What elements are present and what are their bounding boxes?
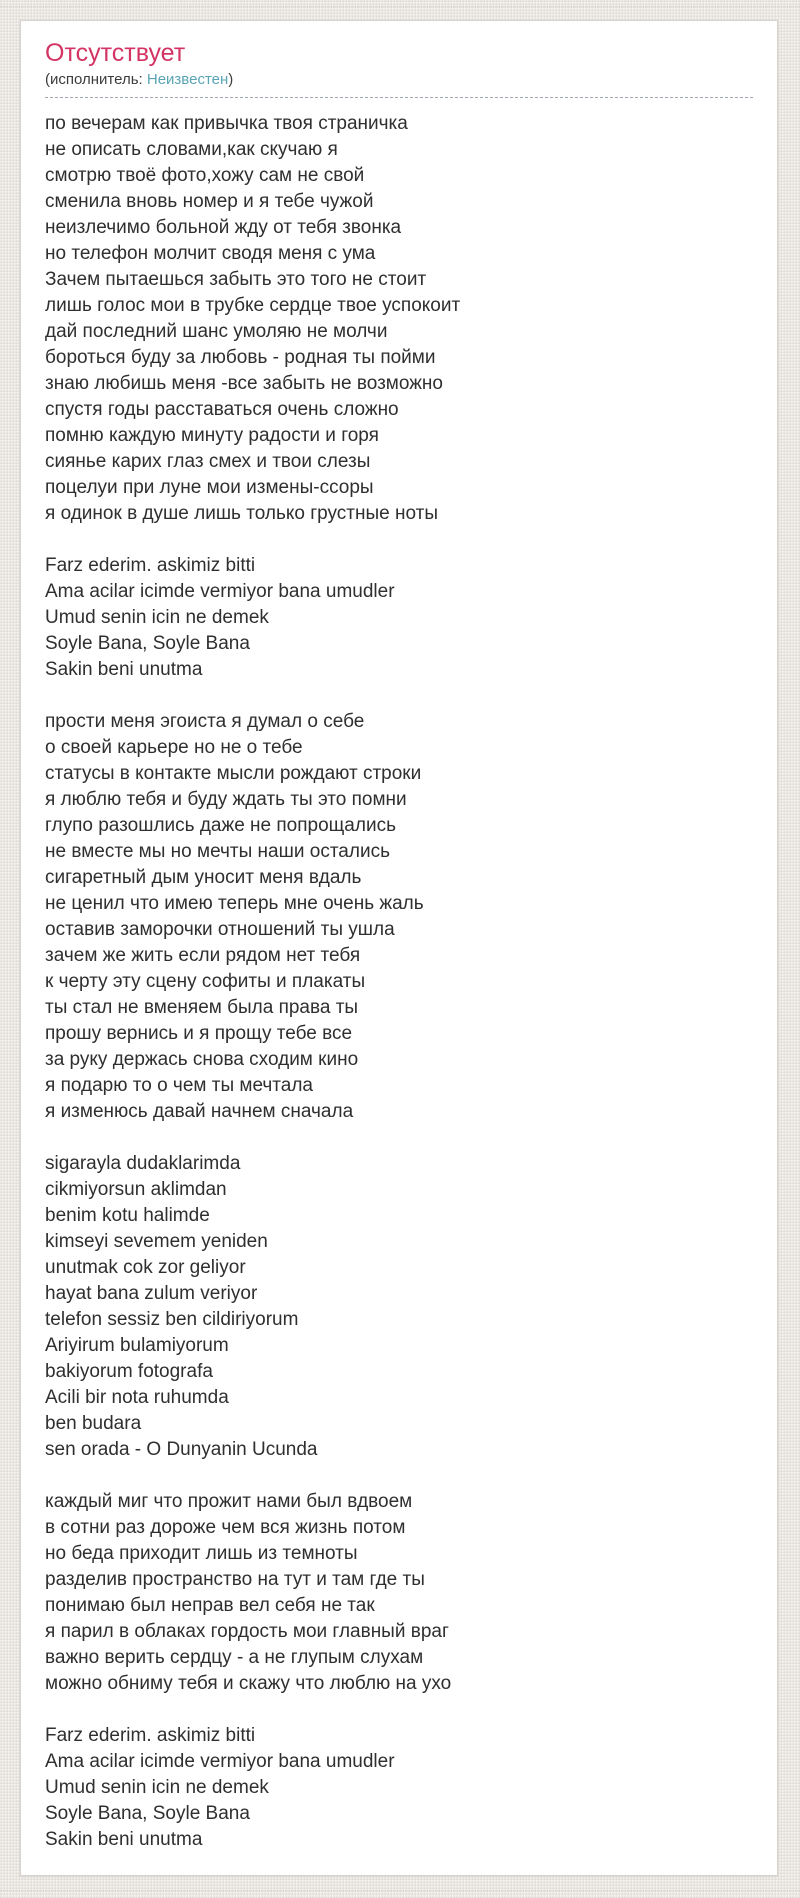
- lyric-line: оставив заморочки отношений ты ушла: [45, 918, 395, 940]
- lyric-line: прошу вернись и я прощу тебе все: [45, 1022, 353, 1044]
- lyric-line: прости меня эгоиста я думал о себе: [45, 710, 365, 732]
- lyric-line: sigarayla dudaklarimda: [45, 1152, 241, 1174]
- lyric-line: лишь голос мои в трубке сердце твое успокоит: [45, 294, 461, 316]
- lyric-line: я одинок в душе лишь только грустные ноты: [45, 502, 438, 524]
- song-title: Отсутствует: [45, 39, 186, 67]
- lyric-line: не описать словами,как скучаю я: [45, 138, 338, 160]
- lyric-line: дай последний шанс умоляю не молчи: [45, 320, 388, 342]
- lyric-line: telefon sessiz ben cildiriyorum: [45, 1308, 299, 1330]
- lyrics-stanza: [45, 709, 753, 1125]
- lyric-line: я люблю тебя и буду ждать ты это помни: [45, 788, 407, 810]
- lyric-line: hayat bana zulum veriyor: [45, 1282, 258, 1304]
- lyric-line: можно обниму тебя и скажу что люблю на ухо: [45, 1672, 452, 1694]
- lyric-line: sen orada - O Dunyanin Ucunda: [45, 1438, 318, 1460]
- artist-label-suffix: ): [228, 70, 234, 88]
- lyric-line: Sakin beni unutma: [45, 658, 203, 680]
- lyric-line: Ama acilar icimde vermiyor bana umudler: [45, 1750, 395, 1772]
- artist-line: [45, 71, 753, 88]
- song-header: [45, 39, 753, 98]
- lyric-line: Farz ederim. askimiz bitti: [45, 554, 256, 576]
- lyric-line: к черту эту сцену софиты и плакаты: [45, 970, 366, 992]
- lyric-line: но телефон молчит сводя меня с ума: [45, 242, 376, 264]
- lyric-line: я парил в облаках гордость мои главный враг: [45, 1620, 449, 1642]
- artist-link[interactable]: Неизвестен: [146, 70, 229, 88]
- lyric-line: помню каждую минуту радости и горя: [45, 424, 379, 446]
- lyric-line: по вечерам как привычка твоя страничка: [45, 112, 408, 134]
- lyric-line: статусы в контакте мысли рождают строки: [45, 762, 422, 784]
- lyric-line: знаю любишь меня -все забыть не возможно: [45, 372, 443, 394]
- lyric-line: kimseyi sevemem yeniden: [45, 1230, 268, 1252]
- lyric-line: ты стал не вменяем была права ты: [45, 996, 359, 1018]
- lyric-line: о своей карьере но не о тебе: [45, 736, 303, 758]
- lyric-line: понимаю был неправ вел себя не так: [45, 1594, 375, 1616]
- lyric-line: глупо разошлись даже не попрощались: [45, 814, 396, 836]
- lyric-line: спустя годы расставаться очень сложно: [45, 398, 399, 420]
- lyric-line: Ariyirum bulamiyorum: [45, 1334, 229, 1356]
- lyric-line: bakiyorum fotografa: [45, 1360, 213, 1382]
- artist-label-prefix: (исполнитель:: [45, 70, 147, 88]
- song-panel: [20, 20, 778, 1876]
- lyric-line: разделив пространство на тут и там где ты: [45, 1568, 425, 1590]
- lyrics-stanza: [45, 1489, 753, 1697]
- lyric-line: в сотни раз дороже чем вся жизнь потом: [45, 1516, 406, 1538]
- lyric-line: каждый миг что прожит нами был вдвоем: [45, 1490, 413, 1512]
- lyrics-stanza: [45, 111, 753, 527]
- lyric-line: сигаретный дым уносит меня вдаль: [45, 866, 362, 888]
- lyric-line: Farz ederim. askimiz bitti: [45, 1724, 256, 1746]
- lyric-line: ben budara: [45, 1412, 142, 1434]
- lyric-line: сменила вновь номер и я тебе чужой: [45, 190, 374, 212]
- lyric-line: не ценил что имею теперь мне очень жаль: [45, 892, 424, 914]
- lyric-line: важно верить сердцу - а не глупым слухам: [45, 1646, 424, 1668]
- lyric-line: зачем же жить если рядом нет тебя: [45, 944, 361, 966]
- lyric-line: я изменюсь давай начнем сначала: [45, 1100, 354, 1122]
- lyric-line: неизлечимо больной жду от тебя звонка: [45, 216, 402, 238]
- lyrics-text: [45, 111, 753, 1853]
- lyric-line: сиянье карих глаз смех и твои слезы: [45, 450, 371, 472]
- lyric-line: benim kotu halimde: [45, 1204, 210, 1226]
- lyrics-stanza: [45, 1151, 753, 1463]
- lyric-line: смотрю твоё фото,хожу сам не свой: [45, 164, 365, 186]
- lyric-line: Ama acilar icimde vermiyor bana umudler: [45, 580, 395, 602]
- lyric-line: бороться буду за любовь - родная ты пойми: [45, 346, 436, 368]
- lyric-line: cikmiyorsun aklimdan: [45, 1178, 227, 1200]
- lyrics-stanza: [45, 553, 753, 683]
- lyric-line: Acili bir nota ruhumda: [45, 1386, 229, 1408]
- lyric-line: не вместе мы но мечты наши остались: [45, 840, 390, 862]
- lyric-line: Soyle Bana, Soyle Bana: [45, 632, 250, 654]
- lyric-line: Зачем пытаешься забыть это того не стоит: [45, 268, 427, 290]
- lyric-line: поцелуи при луне мои измены-ссоры: [45, 476, 374, 498]
- lyric-line: но беда приходит лишь из темноты: [45, 1542, 358, 1564]
- lyric-line: Umud senin icin ne demek: [45, 1776, 269, 1798]
- lyric-line: Umud senin icin ne demek: [45, 606, 269, 628]
- lyric-line: unutmak cok zor geliyor: [45, 1256, 246, 1278]
- lyric-line: я подарю то о чем ты мечтала: [45, 1074, 313, 1096]
- lyric-line: Sakin beni unutma: [45, 1828, 203, 1850]
- lyrics-stanza: [45, 1723, 753, 1853]
- lyric-line: Soyle Bana, Soyle Bana: [45, 1802, 250, 1824]
- lyric-line: за руку держась снова сходим кино: [45, 1048, 359, 1070]
